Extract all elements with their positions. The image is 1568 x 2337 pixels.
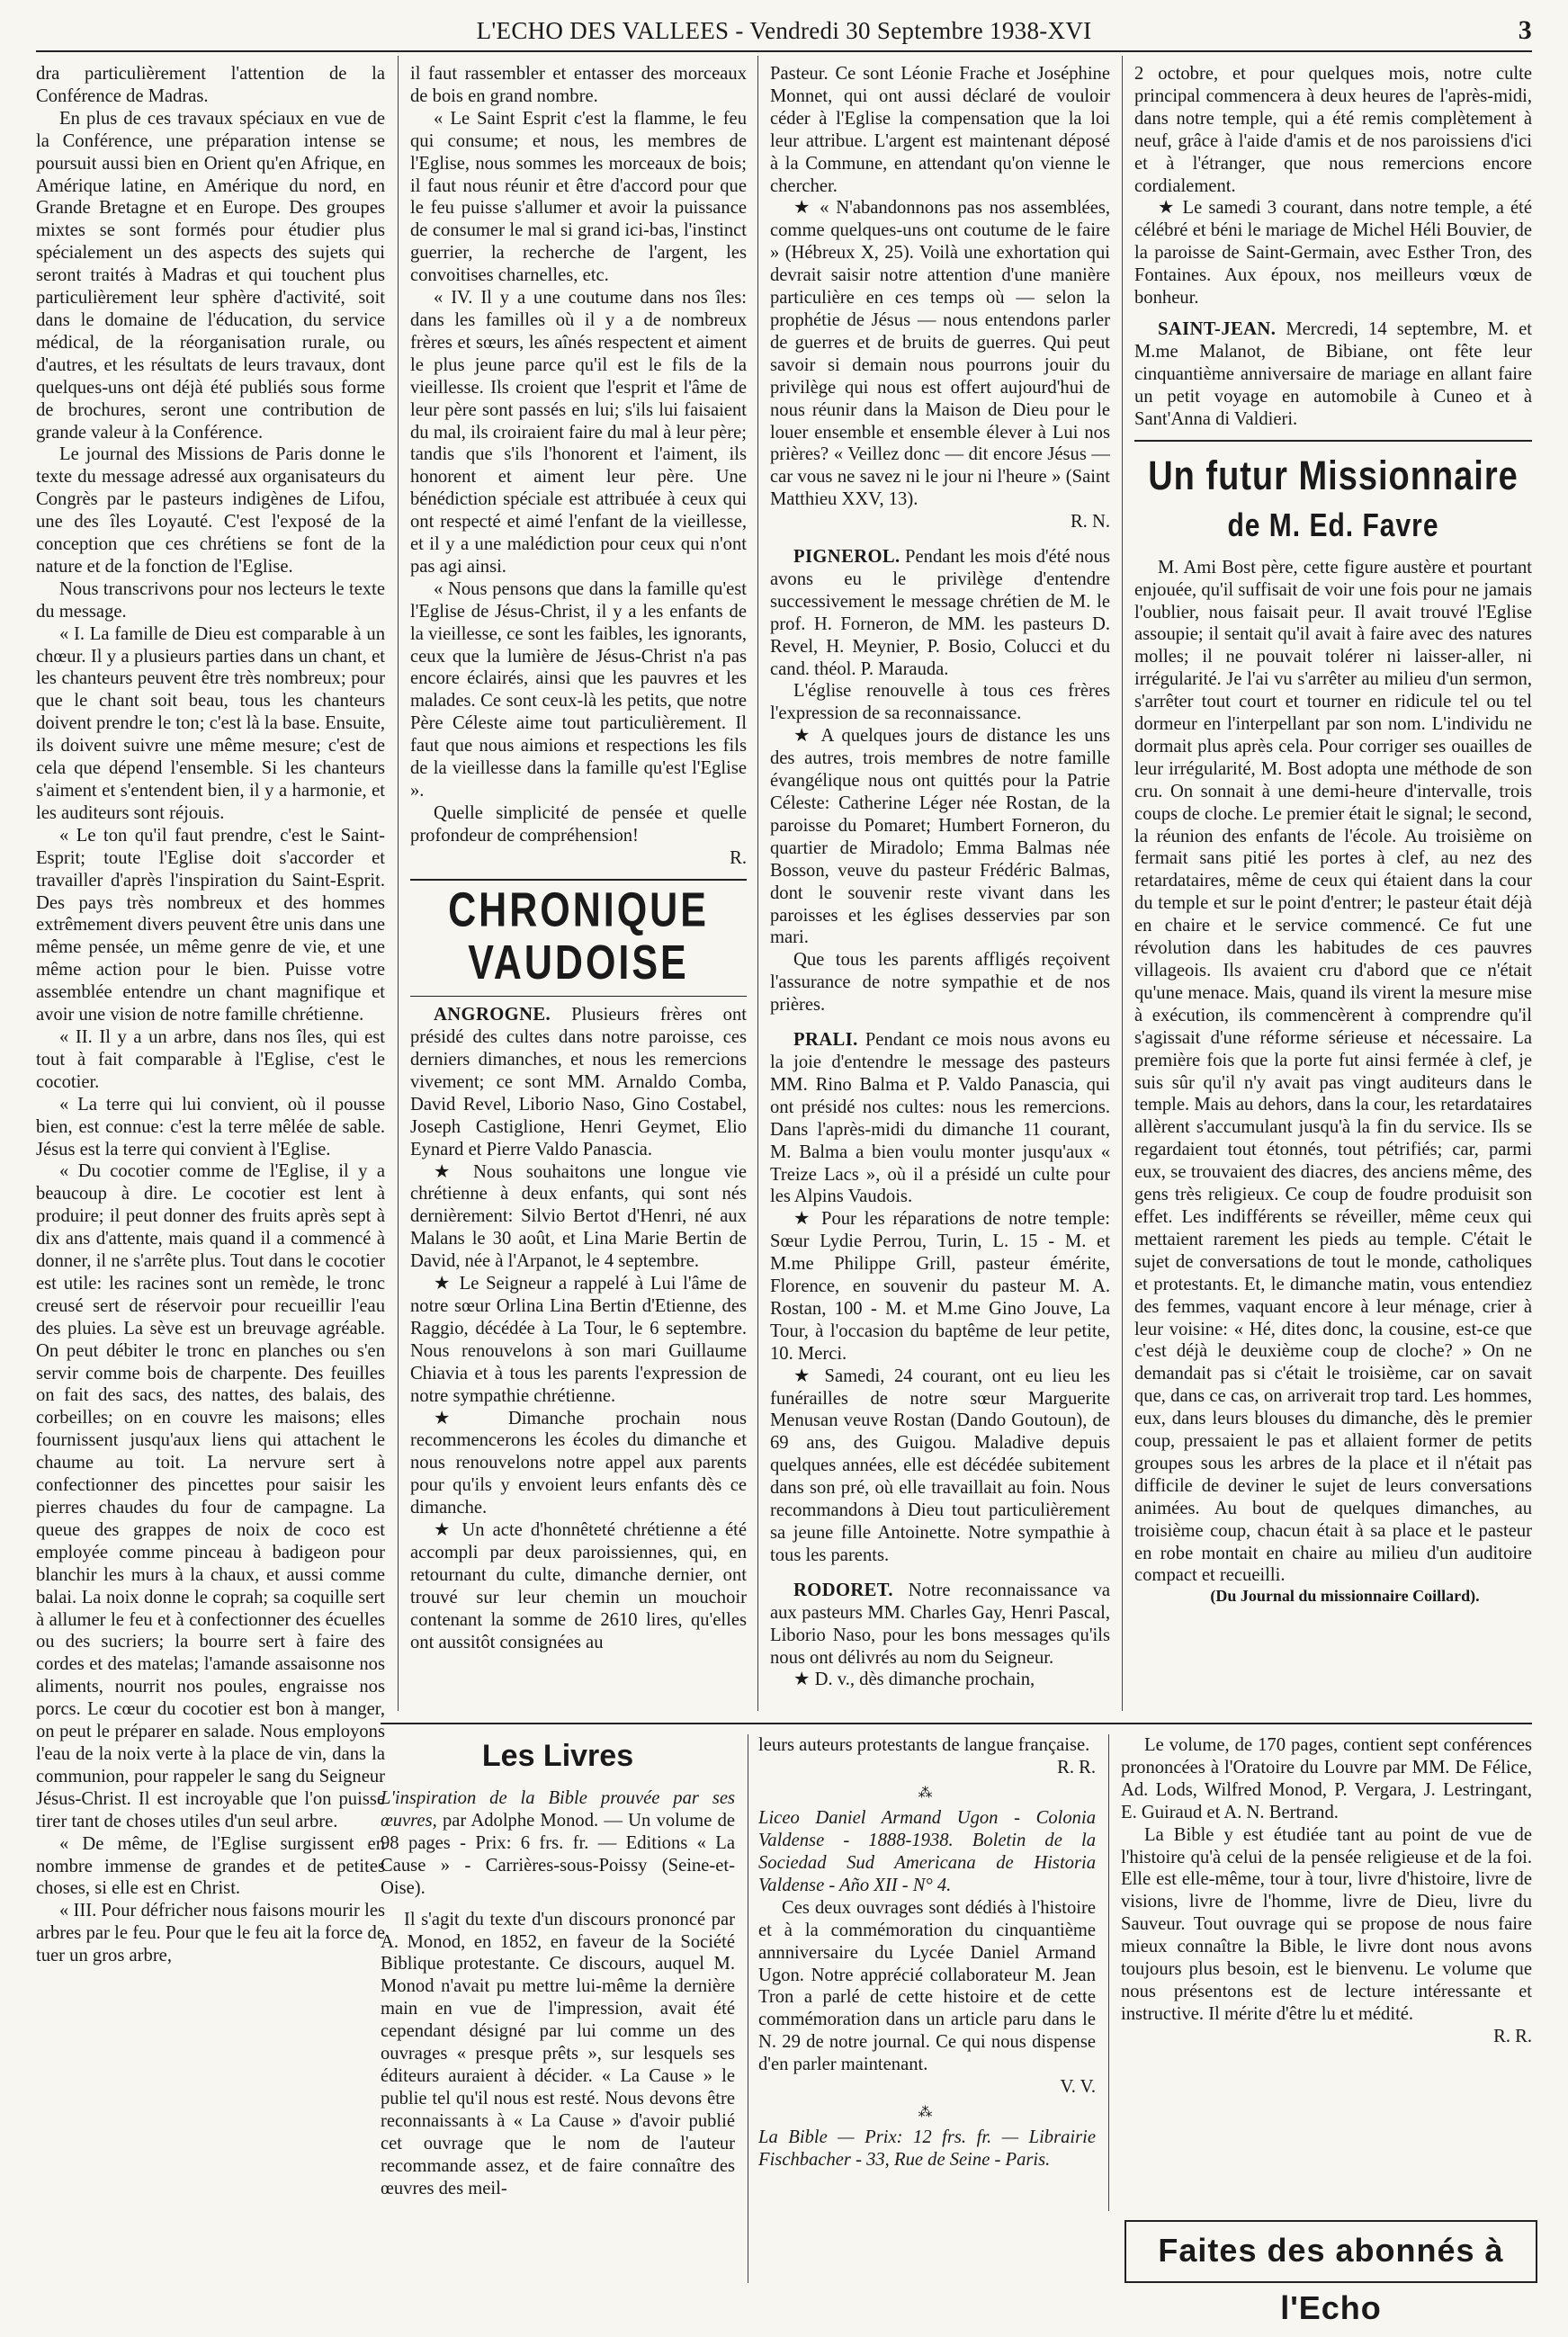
place-name: PRALI. — [793, 1030, 858, 1051]
article-paragraph: « Le ton qu'il faut prendre, c'est le Saint-Esprit; toute l'Eglise doit s'accorder et travailler d'après l'inspiration du Saint-Esprit. Des pays très nombreux et des hommes extrêmement divers peuvent être unis dans une même pensée, un même genre de vie, et une même action pour le bien. Puisse votre assemblée entendre un chant magnifique et avoir une vision de notre famille chrétienne. — [36, 825, 385, 1025]
article-paragraph: il faut rassembler et entasser des morceaux de bois en grand nombre. — [410, 64, 747, 106]
book-title: L'inspiration de la Bible prouvée par ses œuvres, — [381, 1788, 735, 1831]
article-paragraph: En plus de ces travaux spéciaux en vue de la Conférence, une préparation intense se poursuit aussi bien en Orient qu'en Afrique, en Amérique latine, en Amérique du nord, en Grande Bretagne et en Europe. Des groupes mixtes se sont formés pour étudier plus spécialement un des aspects des sujets qui seront traités à Madras et qui touchent plus particulièrement leur sphère d'activité, soit dans le domaine de l'éducation, du service médical, de la réorganisation rurale, ou d'autres, et les résultats de leurs travaux, dont quelques-uns ont déjà été publiés sous forme de brochures, seront une contribution de grande valeur à la Conférence. — [36, 108, 385, 443]
asterism-icon: ⁂ — [918, 1785, 936, 1801]
header-title: L'ECHO DES VALLEES - Vendredi 30 Septembre 1938-XVI — [476, 17, 1092, 44]
section-rule — [410, 879, 747, 881]
page-number: 3 — [1518, 15, 1532, 45]
article-paragraph: « III. Pour défricher nous faisons mourir les arbres par le feu. Pour que le feu ait la force de tuer un gros arbre, — [36, 1901, 385, 1966]
article-paragraph: Pendant ce mois nous avons eu la joie d'entendre le message des pasteurs MM. Rino Balma et P. Valdo Panascia, qui ont présidé nos cultes: nous les remercions. Dans l'après-midi du dimanche 11 courant, M. Balma a bien voulu monter jusqu'aux « Treize Lacs », où il a présidé un culte pour les Alpins Vaudois. — [770, 1030, 1110, 1207]
article-paragraph: ★ D. v., dès dimanche prochain, — [793, 1670, 1035, 1690]
article-paragraph: « Le Saint Esprit c'est la flamme, le feu qui consume; et nous, les membres de l'Eglise, nous sommes les morceaux de bois; il faut nous réunir et être d'accord pour que le feu puisse s'allumer et avoir la puissance de consumer le mal si grand ici-bas, l'instinct guerrier, la recherche de l'argent, les convoitises charnelles, etc. — [410, 108, 747, 286]
place-name: SAINT-JEAN. — [1158, 318, 1277, 339]
missionnaire-heading-line1: Un futur Missionnaire — [1148, 453, 1519, 499]
article-paragraph: ★ Samedi, 24 courant, ont eu lieu les funérailles de notre sœur Marguerite Menusan veuve Rostan (Dando Goutoun), de 69 ans, des Guigou. Maladive depuis quelques années, elle est décédée subitement dans son pré, où elle travaillait au foin. Nous recommandons à Dieu tout particulièrement sa jeune fille Antoinette. Notre sympathie à tous les parents. — [770, 1365, 1110, 1565]
section-rule — [1134, 440, 1532, 442]
article-paragraph: ★ Nous souhaitons une longue vie chrétienne à deux enfants, qui sont nés dernièrement: Silvio Bertot d'Henri, né aux Malans le 30 août, et Lina Marie Bertin de David, née à l'Arpanot, le 4 septembre. — [410, 1161, 747, 1272]
article-paragraph: ★ Dimanche prochain nous recommencerons les écoles du dimanche et nous renouvelons notre appel aux parents pour qu'ils y envoient leurs enfants dès ce dimanche. — [410, 1408, 747, 1518]
signature: R. R. — [1057, 1757, 1096, 1777]
article-paragraph: ★ Le Seigneur a rappelé à Lui l'âme de notre sœur Orlina Lina Bertin d'Etienne, des Raggio, décédée à La Tour, le 6 septembre. Nous renouvelons à son mari Guillaume Chiavia et à tous les parents l'expression de notre sympathie chrétienne. — [410, 1274, 747, 1406]
subscription-banner: Faites des abonnés à l'Echo — [1124, 2220, 1537, 2283]
article-paragraph: M. Ami Bost père, cette figure austère et pourtant enjouée, qu'il suffisait de voir une fois pour ne jamais l'oublier, nous faisait peur. Il avait trouvé l'Eglise assoupie; il sentait qu'il avait à faire avec des natures molles; il ne pouvait tolérer ni laisser-aller, ni irrégularité. Je l'ai vu s'arrêter au milieu d'un sermon, s'arrêter tout court et tourner en ridicule tel ou tel dormeur en l'interpellant par son nom. L'individu ne dormait plus après cela. Pour corriger ses ouailles de leur irrégularité, M. Bost adopta une méthode de son cru. On sonnait à une demi-heure d'intervalle, trois coups de cloche. Le premier était le signal; le second, la réunion des enfants de l'école. Au troisième on fermait sans pitié les portes à clef, au nez des retardataires, même de ceux qui étaient dans la cour du temple et sur le point d'entrer; le pasteur était déjà en chaire et le service commencé. Ce fut une révolution dans les habitudes de ces pauvres villageois. Ils avaient cru d'abord que ce n'était qu'une menace. Mais, quand ils virent la mesure mise à exécution, ils commencèrent à comprendre qu'il s'agissait d'une réforme sérieuse et nécessaire. La première fois que la porte fut ainsi fermée à clef, je suis sûr qu'il n'y avait pas vingt auditeurs dans le temple. Mais au dehors, dans la cour, les retardataires allèrent s'accumulant jusqu'à la fin du service. Ils se regardaient tout étonnés, tout pétrifiés; car, parmi eux, se trouvaient des diacres, des anciens même, des gens très religieux. Ce coup de foudre produisit son effet. Les indifférents se réveiller, même ceux qui mettaient rarement les pieds au temple. C'était le sujet de conversations de tout le monde, catholiques et protestants. Et, le dimanche matin, vous entendiez des femmes, vaquant encore à leur ménage, crier à leur voisine: « Hé, dites donc, la cousine, est-ce que c'est déjà le deuxième coup de cloche? » On ne demandait pas si c'était le troisième, car on savait que, dans ce cas, on arriverait trop tard. Les hommes, eux, dans leurs blouses du dimanche, dès le premier coup, pressaient le pas et allaient former de petits groupes sous les arbres de la place et il n'était pas difficile de deviner le sujet de leurs conversations animées. Au bout de quelques dimanches, au troisième coup, chacun était à sa place et le pasteur en robe montait en chaire au milieu d'un auditoire compact et recueilli. — [1134, 557, 1532, 1586]
article-source: (Du Journal du missionnaire Coillard). — [1210, 1587, 1480, 1606]
article-paragraph: Plusieurs frères ont présidé des cultes dans notre paroisse, ces derniers dimanches, et nous les remercions vivement; ce sont MM. Arnaldo Comba, David Revel, Liborio Naso, Gino Costabel, Joseph Castiglione, Henri Geymet, Elio Eynard et Pierre Valdo Panascia. — [410, 1005, 747, 1160]
article-paragraph: ★ Pour les réparations de notre temple: Sœur Lydie Perrou, Turin, L. 15 - M. et M.me Philippe Grill, pasteur émérite, Florence, en souvenir du pasteur M. A. Rostan, 100 - M. et M.me Gino Jouve, La Tour, à l'occasion du baptême de leur petite, 10. Merci. — [770, 1209, 1110, 1364]
article-paragraph: ★ Un acte d'honnêteté chrétienne a été accompli par deux paroissiennes, qui, en retournant du culte, dimanche dernier, ont trouvé sur leur chemin un mouchoir contenant la somme de 2610 lires, qu'elles ont aussitôt consignées au — [410, 1520, 747, 1652]
les-livres-heading: Les Livres — [481, 1739, 634, 1773]
column-rule — [1108, 1734, 1109, 2211]
article-paragraph: dra particulièrement l'attention de la Conférence de Madras. — [36, 64, 385, 106]
page-header — [36, 13, 1532, 49]
article-paragraph: Pasteur. Ce sont Léonie Frache et Joséphine Monnet, qui ont aussi déclaré de vouloir céder à l'Eglise la compensation que la loi leur attribue. L'argent est maintenant déposé à la Commune, en attendant qu'on vienne le chercher. — [770, 64, 1110, 196]
article-paragraph: « II. Il y a un arbre, dans nos îles, qui est tout à fait comparable à l'Eglise, c'est le cocotier. — [36, 1026, 385, 1092]
livres-column-3 — [1121, 1734, 1532, 2207]
column-rule — [757, 56, 758, 1711]
article-paragraph: Il s'agit du texte d'un discours prononcé par A. Monod, en 1852, en faveur de la Société Biblique protestante. Ce discours, auquel M. Monod n'avait pu mettre lui-même la dernière main en vue de l'impression, avait été cependant désigné par lui comme un des ouvrages « presque prêts », sur lesquels ses éditeurs auraient à décider. « La Cause » le publie tel qu'il nous est resté. Nous devons être reconnaissants à « La Cause » d'avoir publié cet ouvrage que le nom de l'auteur recommande assez, et de faire connaître des œuvres des meil- — [381, 1909, 735, 2198]
article-paragraph: « De même, de l'Eglise surgissent en nombre immense de grandes et de petites choses, si elle est en Christ. — [36, 1833, 385, 1899]
article-paragraph: Que tous les parents affligés reçoivent l'assurance de notre sympathie et de nos prières. — [770, 950, 1110, 1016]
article-paragraph: « La terre qui lui convient, où il pousse bien, est connue: c'est la terre mêlée de sable. Jésus est la terre qui convient à l'Eglise. — [36, 1094, 385, 1160]
asterism-icon: ⁂ — [918, 2104, 936, 2120]
article-paragraph: ★ Le samedi 3 courant, dans notre temple, a été célébré et béni le mariage de Michel Héli Bouvier, de la paroisse de Saint-Germain, avec Esther Tron, des Fontaines. Aux époux, nos meilleurs vœux de bonheur. — [1134, 198, 1532, 309]
article-column-4 — [1134, 63, 1532, 1714]
article-paragraph: 2 octobre, et pour quelques mois, notre culte principal commencera à deux heures de l'après-midi, dans notre temple, qui a été remis complètement à neuf, grâce à l'aide d'amis et de nos paroissiens d'ici et à l'étranger, que nous remercions encore cordialement. — [1134, 64, 1532, 196]
place-name: ANGROGNE. — [434, 1005, 551, 1025]
article-paragraph: La Bible y est étudiée tant au point de vue de l'histoire qu'à celui de la pensée religieuse et de la foi. Elle est elle-même, tour à tour, livre d'histoire, livre de visions, livre de l'homme, livre de Dieu, livre du Sauveur. Tout ouvrage qui se propose de nous faire mieux connaître la Bible, le livre dont nous avons toujours plus besoin, est le bienvenu. Le volume que nous présentons est de lecture intéressante et instructive. Il mérite d'être lu et médité. — [1121, 1824, 1532, 2024]
column-rule — [398, 56, 399, 1711]
article-paragraph: L'église renouvelle à tous ces frères l'expression de sa reconnaissance. — [770, 681, 1110, 724]
article-paragraph: Pendant les mois d'été nous avons eu le privilège d'entendre successivement le message chrétien de M. le prof. H. Forneron, de MM. les pasteurs D. Revel, H. Meynier, P. Bosio, Colucci et du cand. théol. P. Marauda. — [770, 547, 1110, 679]
place-name: RODORET. — [793, 1580, 893, 1600]
signature: V. V. — [1060, 2077, 1096, 2098]
article-paragraph: Notre reconnaissance va aux pasteurs MM. Charles Gay, Henri Pascal, Liborio Naso, pour les bons messages qu'ils nous ont délivrés au nom du Seigneur. — [770, 1580, 1110, 1668]
livres-column-1 — [381, 1734, 735, 2285]
article-paragraph: Le volume, de 170 pages, contient sept conférences prononcées à l'Oratoire du Louvre par MM. De Félice, Ad. Lods, Wilfred Monod, P. Vergara, J. Lestringant, E. Guiraud et A. N. Bertrand. — [1121, 1735, 1532, 1822]
place-name: PIGNEROL. — [793, 547, 900, 568]
missionnaire-heading-line2: de M. Ed. Favre — [1227, 506, 1439, 543]
article-paragraph: « Nous pensons que dans la famille qu'est l'Eglise de Jésus-Christ, il y a les enfants de la vieillesse, ce sont les faibles, les ignorants, ceux que la lumière de Jésus-Christ n'a pas encore éclairés, ainsi que les pauvres et les malades. Ce sont ceux-là les petits, que notre Père Céleste aime tout particulièrement. Il faut que nous aimions et respections les fils de la vieillesse dans la famille qu'est l'Eglise ». — [410, 578, 747, 801]
article-column-2 — [410, 63, 747, 1714]
article-column-1 — [36, 63, 385, 2285]
chronique-vaudoise-heading: CHRONIQUE VAUDOISE — [448, 882, 709, 990]
article-paragraph: ★ A quelques jours de distance les uns des autres, trois membres de notre famille évangélique nous ont quittés pour la Patrie Céleste: Catherine Léger née Rostan, de la paroisse du Pomaret; Humbert Forneron, du quartier de Miradolo; Emma Balmas née Bosson, veuve du pasteur Frédéric Balmas, dont le souvenir reste vivant dans les paroisses et les églises desservies par son mari. — [770, 726, 1110, 948]
article-paragraph: Quelle simplicité de pensée et quelle profondeur de compréhension! — [410, 802, 747, 846]
book-details: par Adolphe Monod. — Un volume de 98 pages - Prix: 6 frs. fr. — Editions « La Cause » - Carrières-sous-Poissy (Seine-et-Oise). — [381, 1811, 735, 1898]
article-paragraph: « IV. Il y a une coutume dans nos îles: dans les familles où il y a de nombreux frères et sœurs, les aînés respectent et aiment le plus jeune parce qu'il est le fils de la vieillesse. Ils croient que l'esprit et l'âme de leur père sont passés en lui; s'ils lui faisaient du mal, ils croiraient faire du mal à leur père; tandis que s'ils l'honorent et l'aiment, ils honorent et aiment leur père. Une bénédiction spéciale est attribuée à ceux qui ont respecté et aimé l'enfant de la vieillesse, et il y a une malédiction pour ceux qui n'ont pas agi ainsi. — [410, 288, 747, 577]
article-column-3 — [770, 63, 1110, 1714]
signature: R. N. — [1070, 512, 1110, 533]
article-paragraph: Nous transcrivons pour nos lecteurs le texte du message. — [36, 578, 385, 622]
article-paragraph: « I. La famille de Dieu est comparable à un chœur. Il y a plusieurs parties dans un chant, et les chanteurs peuvent être très nombreux; pour que le chant soit beau, tous les chanteurs doivent prendre le ton; c'est là la base. Ensuite, ils doivent suivre une même mesure; c'est de cela que dépend l'ensemble. Si les chanteurs s'aiment et s'entendent bien, il y a harmonie, et les auditeurs sont réjouis. — [36, 623, 385, 823]
article-paragraph: ★ « N'abandonnons pas nos assemblées, comme quelques-uns ont coutume de le faire » (Hébreux X, 25). Voilà une exhortation qui devrait saisir notre attention d'une manière particulière en ces temps où — selon la prophétie de Jésus — nous entendons parler de guerres et de bruits de guerres. Qui peut savoir si demain nous pourrons jouir du privilège qui nous est offert aujourd'hui de nous réunir dans la Maison de Dieu pour le louer ensemble et ensemble élever à Lui nos prières? « Veillez donc — dit encore Jésus — car vous ne savez ni le jour ni l'heure » (Saint Matthieu XXV, 13). — [770, 198, 1110, 510]
book-details: La Bible — Prix: 12 frs. fr. — Librairie Fischbacher - 33, Rue de Seine - Paris. — [758, 2127, 1096, 2171]
livres-column-2 — [758, 1734, 1096, 2285]
article-paragraph: leurs auteurs protestants de langue française. — [758, 1735, 1090, 1755]
article-paragraph: « Du cocotier comme de l'Eglise, il y a beaucoup à dire. Le cocotier est lent à produire; il peut donner des fruits après sept à dix ans d'attente, mais quand il a commencé à donner, il ne s'arrête plus. Tout dans le cocotier est utile: les racines sont un remède, le tronc creusé sert de réservoir pour recueillir l'eau des pluies. La sève est un breuvage agréable. On peut débiter le tronc en planches ou s'en servir comme bois de charpente. Des feuilles on fait des sacs, des nattes, des balais, des corbeilles; on en couvre les maisons; elles fournissent jusqu'aux liens qui attachent le chaume au toit. La nervure sert à confectionner des pincettes pour saisir les pierres chaudes du four de campagne. La queue des grappes de noix de coco est employée comme pinceau à badigeon pour blanchir les murs à la chaux, et aussi comme balai. La noix donne le coprah; sa coquille sert à allumer le feu et à confectionner des écuelles ou des sucriers; la bourre sert à faire des cordes et des matelas; l'amande assaisonne nos aliments, nourrit nos poules, engraisse nos porcs. Le cœur du cocotier est bon à manger, on peut le préparer en salade. Nous employons l'eau de la noix verte à la place de vin, dans la communion, pour rappeler le sang du Seigneur Jésus-Christ. Il est incroyable que l'on puisse tirer tant de choses utiles d'un seul arbre. — [36, 1161, 385, 1831]
signature: R. — [730, 847, 747, 868]
article-paragraph: Ces deux ouvrages sont dédiés à l'histoire et à la commémoration du cinquantième annniversaire du Lycée Daniel Armand Ugon. Notre apprécié collaborateur M. Jean Tron a parlé de cette histoire et de cette commémoration dans un article paru dans le N. 29 de notre journal. Ce qui nous dispense d'en parler maintenant. — [758, 1897, 1096, 2075]
livres-top-rule — [381, 1723, 1532, 1724]
header-rule — [36, 50, 1532, 52]
article-paragraph: Le journal des Missions de Paris donne le texte du message adressé aux organisateurs du Congrès par le pasteurs indigènes de Lifou, une des îles Loyauté. C'est l'exposé de la conception que ces chrétiens se font de la nature et de la fonction de l'Eglise. — [36, 444, 385, 577]
article-paragraph: Mercredi, 14 septembre, M. et M.me Malanot, de Bibiane, ont fête leur cinquantième anniversaire de mariage en allant faire un petit voyage en automobile à Cuneo et à Sant'Anna di Valdieri. — [1134, 318, 1532, 429]
column-rule — [1122, 56, 1123, 1711]
missionnaire-heading — [1134, 453, 1532, 544]
signature: R. R. — [1493, 2026, 1532, 2046]
book-title: Liceo Daniel Armand Ugon - Colonia Valdense - 1888-1938. Boletin de la Sociedad Sud Americana de Historia Valdense - Año XII - N° 4. — [758, 1808, 1096, 1895]
section-rule — [410, 996, 747, 997]
